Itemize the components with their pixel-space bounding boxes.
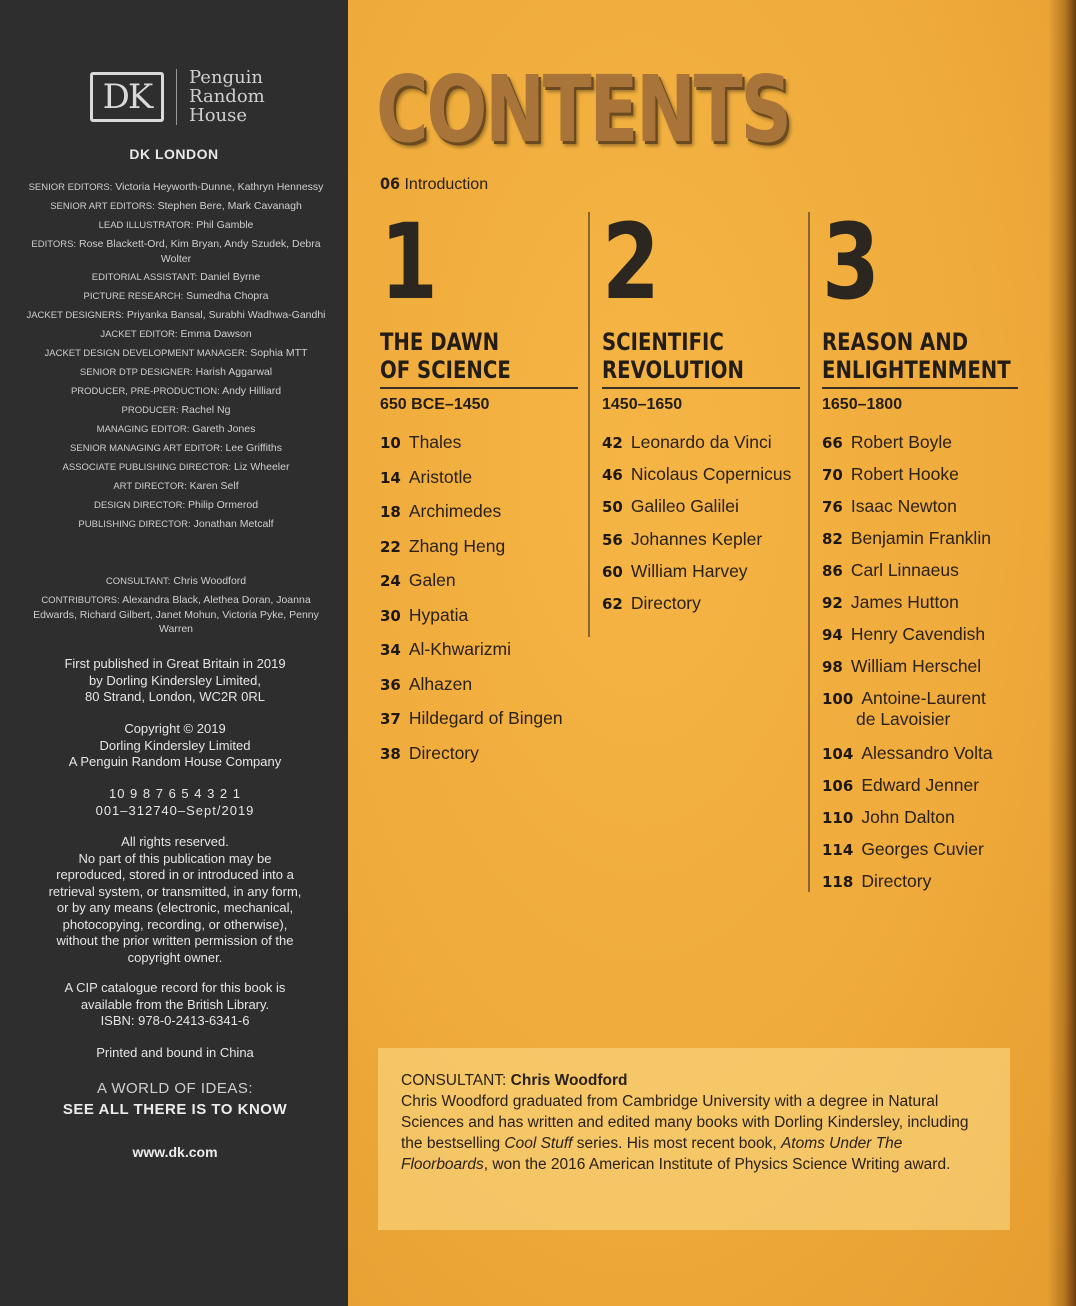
text-line: No part of this publication may be <box>78 850 272 866</box>
credit-names: Priyanka Bansal, Surabhi Wadhwa-Gandhi <box>123 309 326 321</box>
entry-label: Edward Jenner <box>861 775 980 795</box>
page-number: 06 <box>380 174 401 193</box>
chapter-title-line: OF SCIENCE <box>380 356 511 384</box>
credit-line <box>20 199 332 214</box>
credit-line <box>20 593 332 636</box>
chapter-rule <box>380 387 578 389</box>
entry-label: Directory <box>861 871 932 891</box>
toc-entry[interactable] <box>822 688 986 730</box>
text-line: Dorling Kindersley Limited <box>99 737 251 753</box>
credit-names: Chris Woodford <box>170 575 247 587</box>
chapter-number: 3 <box>822 201 880 323</box>
imprint-heading: DK LONDON <box>129 146 219 162</box>
entry-label: Alhazen <box>408 673 473 694</box>
page-number: 66 <box>822 434 843 452</box>
entry-label: Nicolaus Copernicus <box>630 464 792 485</box>
text-line: by Dorling Kindersley Limited, <box>89 672 261 688</box>
book-title: Atoms Under The Floorboards <box>401 1135 903 1173</box>
credit-names: Lee Griffiths <box>222 442 282 454</box>
toc-entry[interactable] <box>822 775 979 796</box>
rights-notice <box>20 834 330 966</box>
credit-names: Rachel Ng <box>178 404 231 416</box>
entry-label: Al-Khwarizmi <box>408 639 511 659</box>
column-divider <box>808 212 810 892</box>
credit-line <box>20 460 332 475</box>
credit-line <box>20 270 332 285</box>
chapter-title-line: SCIENTIFIC <box>602 328 724 356</box>
entry-label: Directory <box>408 742 479 763</box>
chapter-period: 1650–1800 <box>822 396 903 413</box>
toc-entry[interactable] <box>602 464 791 485</box>
toc-entry[interactable] <box>602 529 762 550</box>
page-number: 30 <box>380 606 401 625</box>
text-line: Copyright © 2019 <box>124 721 226 736</box>
page-number: 114 <box>822 841 854 859</box>
entry-label: Benjamin Franklin <box>850 528 991 548</box>
toc-entry[interactable] <box>822 743 993 764</box>
page-number: 60 <box>602 562 623 581</box>
credit-line <box>20 218 332 233</box>
chapter-number: 1 <box>380 201 438 323</box>
prh-line: House <box>189 105 248 126</box>
credit-role: SENIOR MANAGING ART EDITOR: <box>70 443 223 454</box>
text-line: without the prior written permission of the <box>56 933 294 948</box>
entry-label: Galileo Galilei <box>630 496 739 517</box>
toc-entry[interactable] <box>380 432 461 453</box>
page-number: 34 <box>380 641 401 659</box>
entry-label: Zhang Heng <box>408 535 506 556</box>
credit-names: Daniel Byrne <box>197 271 261 283</box>
credit-role: LEAD ILLUSTRATOR: <box>98 220 194 231</box>
credit-line <box>20 479 332 494</box>
page-number: 70 <box>822 466 843 484</box>
toc-entry[interactable] <box>380 570 456 591</box>
credit-line <box>20 441 332 456</box>
page-number: 94 <box>822 626 843 644</box>
page-number: 36 <box>380 675 401 694</box>
entry-label: Thales <box>408 432 462 452</box>
bio-text: series. His most recent book, <box>572 1135 781 1152</box>
slogan-line-1: A WORLD OF IDEAS: <box>96 1080 254 1097</box>
bio-text: , won the 2016 American Institute of Physics Science Writing award. <box>483 1156 951 1173</box>
entry-label: Introduction <box>404 176 489 193</box>
dk-logo: DK <box>90 72 164 122</box>
toc-entry[interactable] <box>822 592 959 613</box>
toc-entry[interactable] <box>822 839 984 860</box>
toc-entry[interactable] <box>602 593 701 614</box>
prh-line: Random <box>189 86 265 107</box>
credit-role: CONTRIBUTORS: <box>41 595 120 606</box>
chapter-title-line: ENLIGHTENMENT <box>822 356 1011 384</box>
text-line: available from the British Library. <box>80 996 270 1012</box>
credit-names: Karen Self <box>186 480 239 492</box>
toc-entry[interactable] <box>822 432 952 453</box>
chapter-number: 2 <box>602 201 660 323</box>
page-number: 38 <box>380 744 401 763</box>
text-line: All rights reserved. <box>121 834 229 849</box>
credit-line <box>20 289 332 304</box>
text-line: retrieval system, or transmitted, in any form, <box>48 883 302 899</box>
page-number: 24 <box>380 572 401 590</box>
page-number: 56 <box>602 530 623 549</box>
text-line: A Penguin Random House Company <box>68 754 282 769</box>
page-number: 46 <box>602 466 623 485</box>
credit-role: DESIGN DIRECTOR: <box>93 500 186 511</box>
text-line: First published in Great Britain in 2019 <box>64 656 286 671</box>
text-line: reproduced, stored in or introduced into a <box>56 867 294 882</box>
chapter-title <box>380 328 511 384</box>
print-numbers <box>30 786 320 819</box>
toc-entry[interactable] <box>822 624 985 645</box>
toc-entry[interactable] <box>822 560 959 581</box>
entry-label: Georges Cuvier <box>861 839 984 859</box>
entry-label: William Herschel <box>850 656 982 676</box>
consultant-name: Chris Woodford <box>510 1072 628 1089</box>
credit-names: Liz Wheeler <box>231 461 290 473</box>
credit-role: PRODUCER, PRE-PRODUCTION: <box>70 386 220 397</box>
chapter-rule <box>602 387 800 389</box>
page-number: 14 <box>380 468 401 487</box>
isbn: ISBN: 978-0-2413-6341-6 <box>100 1013 250 1028</box>
toc-entry[interactable] <box>602 496 739 517</box>
page-number: 98 <box>822 658 843 676</box>
credit-line <box>20 237 332 266</box>
consultant-label: CONSULTANT: <box>401 1072 507 1089</box>
credit-names: Alexandra Black, Alethea Doran, Joanna Edwards, Richard Gilbert, Janet Mohun, Victoria Pyke, Penny Warren <box>33 594 319 635</box>
entry-label: Hypatia <box>408 604 469 625</box>
credit-line <box>20 517 332 532</box>
page-number: 118 <box>822 873 854 891</box>
page-number: 92 <box>822 594 843 612</box>
page-number: 110 <box>822 809 854 827</box>
chapter-rule <box>822 387 1018 389</box>
entry-label: Galen <box>408 570 456 590</box>
text-line: photocopying, recording, or otherwise), <box>62 916 288 932</box>
credit-role: PRODUCER: <box>121 405 179 416</box>
page-number: 10 <box>380 434 401 452</box>
chapter-period: 650 BCE–1450 <box>380 396 490 413</box>
page-number: 18 <box>380 503 401 521</box>
publisher-logo <box>90 68 265 125</box>
entry-label: Archimedes <box>408 501 502 521</box>
page-number: 86 <box>822 562 843 580</box>
credit-names: Andy Hilliard <box>219 385 282 397</box>
page-number: 104 <box>822 745 854 763</box>
entry-label: Isaac Newton <box>850 496 957 516</box>
entry-label: John Dalton <box>861 807 955 827</box>
chapter-title-line: REVOLUTION <box>602 356 744 384</box>
entry-label: Aristotle <box>408 466 473 487</box>
consultant-bio <box>401 1070 991 1175</box>
imprint-panel <box>0 0 348 1306</box>
credit-role: ASSOCIATE PUBLISHING DIRECTOR: <box>62 462 232 473</box>
page-number: 76 <box>822 498 843 516</box>
entry-label: James Hutton <box>850 592 959 612</box>
credit-names: Stephen Bere, Mark Cavanagh <box>154 200 302 212</box>
cip-record <box>30 980 320 1030</box>
entry-label: Alessandro Volta <box>861 743 993 763</box>
toc-entry[interactable] <box>380 639 511 660</box>
chapter-title-line: REASON AND <box>822 328 969 356</box>
first-published <box>30 656 320 706</box>
credit-names: Harish Aggarwal <box>192 366 273 378</box>
credit-role: SENIOR ART EDITORS: <box>50 201 155 212</box>
penguin-random-house-logo <box>189 68 265 125</box>
toc-entry[interactable] <box>602 561 748 582</box>
credit-line <box>20 384 332 399</box>
credit-role: PICTURE RESEARCH: <box>83 291 184 302</box>
printed-in: Printed and bound in China <box>96 1045 254 1060</box>
chapter-title-line: THE DAWN <box>380 328 500 356</box>
toc-entry[interactable] <box>602 432 772 453</box>
chapter-title <box>602 328 744 384</box>
column-divider <box>588 212 590 637</box>
text-line: or by any means (electronic, mechanical, <box>56 900 294 915</box>
entry-label: Robert Boyle <box>850 432 953 452</box>
credit-line <box>20 346 332 361</box>
slogan-line-2: SEE ALL THERE IS TO KNOW <box>62 1101 288 1118</box>
print-line: 10 9 8 7 6 5 4 3 2 1 <box>108 786 242 801</box>
entry-label: William Harvey <box>630 560 748 581</box>
toc-entry[interactable] <box>822 807 955 828</box>
entry-label-continued: de Lavoisier <box>856 709 951 729</box>
toc-entry[interactable] <box>380 674 472 695</box>
credit-role: JACKET EDITOR: <box>100 329 178 340</box>
entry-label: Leonardo da Vinci <box>630 432 772 452</box>
page-number: 106 <box>822 777 854 795</box>
credit-role: JACKET DESIGN DEVELOPMENT MANAGER: <box>44 348 248 359</box>
copyright <box>30 721 320 771</box>
credit-line <box>20 327 332 342</box>
entry-label: Antoine-Laurent <box>861 688 986 708</box>
credit-role: PUBLISHING DIRECTOR: <box>78 519 191 530</box>
credits-list <box>20 180 332 536</box>
credit-names: Philip Ormerod <box>185 499 259 511</box>
credit-names: Sumedha Chopra <box>183 290 269 302</box>
credit-role: SENIOR DTP DESIGNER: <box>79 367 193 378</box>
text-line: A CIP catalogue record for this book is <box>64 980 286 995</box>
toc-entry[interactable] <box>380 708 563 729</box>
credit-line <box>20 308 332 323</box>
credit-line <box>20 365 332 380</box>
credit-line <box>20 403 332 418</box>
toc-entry[interactable] <box>380 467 472 488</box>
contributors-list <box>20 574 332 640</box>
credit-line <box>20 422 332 437</box>
credit-role: SENIOR EDITORS: <box>28 182 113 193</box>
credit-role: JACKET DESIGNERS: <box>26 310 124 321</box>
credit-names: Emma Dawson <box>177 328 252 340</box>
toc-entry[interactable] <box>822 656 981 677</box>
chapter-title <box>822 328 1011 384</box>
credit-names: Jonathan Metcalf <box>190 518 274 530</box>
website-link[interactable]: www.dk.com <box>132 1144 218 1160</box>
entry-label: Johannes Kepler <box>630 528 763 549</box>
credit-role: EDITORIAL ASSISTANT: <box>91 272 198 283</box>
credit-names: Victoria Heyworth-Dunne, Kathryn Hennessy <box>112 181 324 193</box>
toc-entry[interactable] <box>822 528 991 549</box>
credit-line <box>20 180 332 195</box>
prh-line: Penguin <box>189 67 264 88</box>
credit-line <box>20 574 332 589</box>
credit-role: CONSULTANT: <box>105 576 171 587</box>
credit-role: ART DIRECTOR: <box>113 481 187 492</box>
credit-names: Rose Blackett-Ord, Kim Bryan, Andy Szudek, Debra Wolter <box>76 238 321 265</box>
text-line: 80 Strand, London, WC2R 0RL <box>85 689 265 704</box>
toc-entry[interactable] <box>822 464 959 485</box>
credit-line <box>20 498 332 513</box>
entry-label: Directory <box>630 593 701 613</box>
chapter-period: 1450–1650 <box>602 396 683 413</box>
entry-label: Hildegard of Bingen <box>408 708 563 728</box>
credit-names: Phil Gamble <box>193 219 254 231</box>
text-line: copyright owner. <box>127 949 223 965</box>
toc-entry[interactable] <box>380 501 501 522</box>
page-number: 42 <box>602 434 623 452</box>
page-number: 22 <box>380 537 401 556</box>
page-number: 50 <box>602 498 623 517</box>
job-number: 001–312740–Sept/2019 <box>95 802 255 818</box>
page-number: 62 <box>602 595 623 613</box>
contents-title: CONTENTS <box>376 56 790 163</box>
logo-divider <box>176 69 177 125</box>
credit-names: Gareth Jones <box>189 423 256 435</box>
bio-text: Chris Woodford graduated from Cambridge University with a degree in Natural Sciences and has written and edited many books with Dorling Kindersley, including the bestselling <box>401 1093 969 1152</box>
series-title: Cool Stuff <box>504 1135 573 1152</box>
page-number: 82 <box>822 530 843 548</box>
toc-entry[interactable] <box>822 496 957 517</box>
toc-entry[interactable] <box>380 536 505 557</box>
entry-label: Henry Cavendish <box>850 624 986 644</box>
credit-names: Sophia MTT <box>247 347 308 359</box>
entry-label: Carl Linnaeus <box>850 560 959 580</box>
toc-entry[interactable] <box>822 871 931 892</box>
credit-role: EDITORS: <box>31 239 77 250</box>
credit-role: MANAGING EDITOR: <box>96 424 190 435</box>
toc-entry[interactable] <box>380 743 479 764</box>
page-number: 37 <box>380 710 401 728</box>
entry-label: Robert Hooke <box>850 464 959 484</box>
intro-entry[interactable] <box>380 174 488 194</box>
page-number: 100 <box>822 690 854 708</box>
toc-entry[interactable] <box>380 605 468 626</box>
